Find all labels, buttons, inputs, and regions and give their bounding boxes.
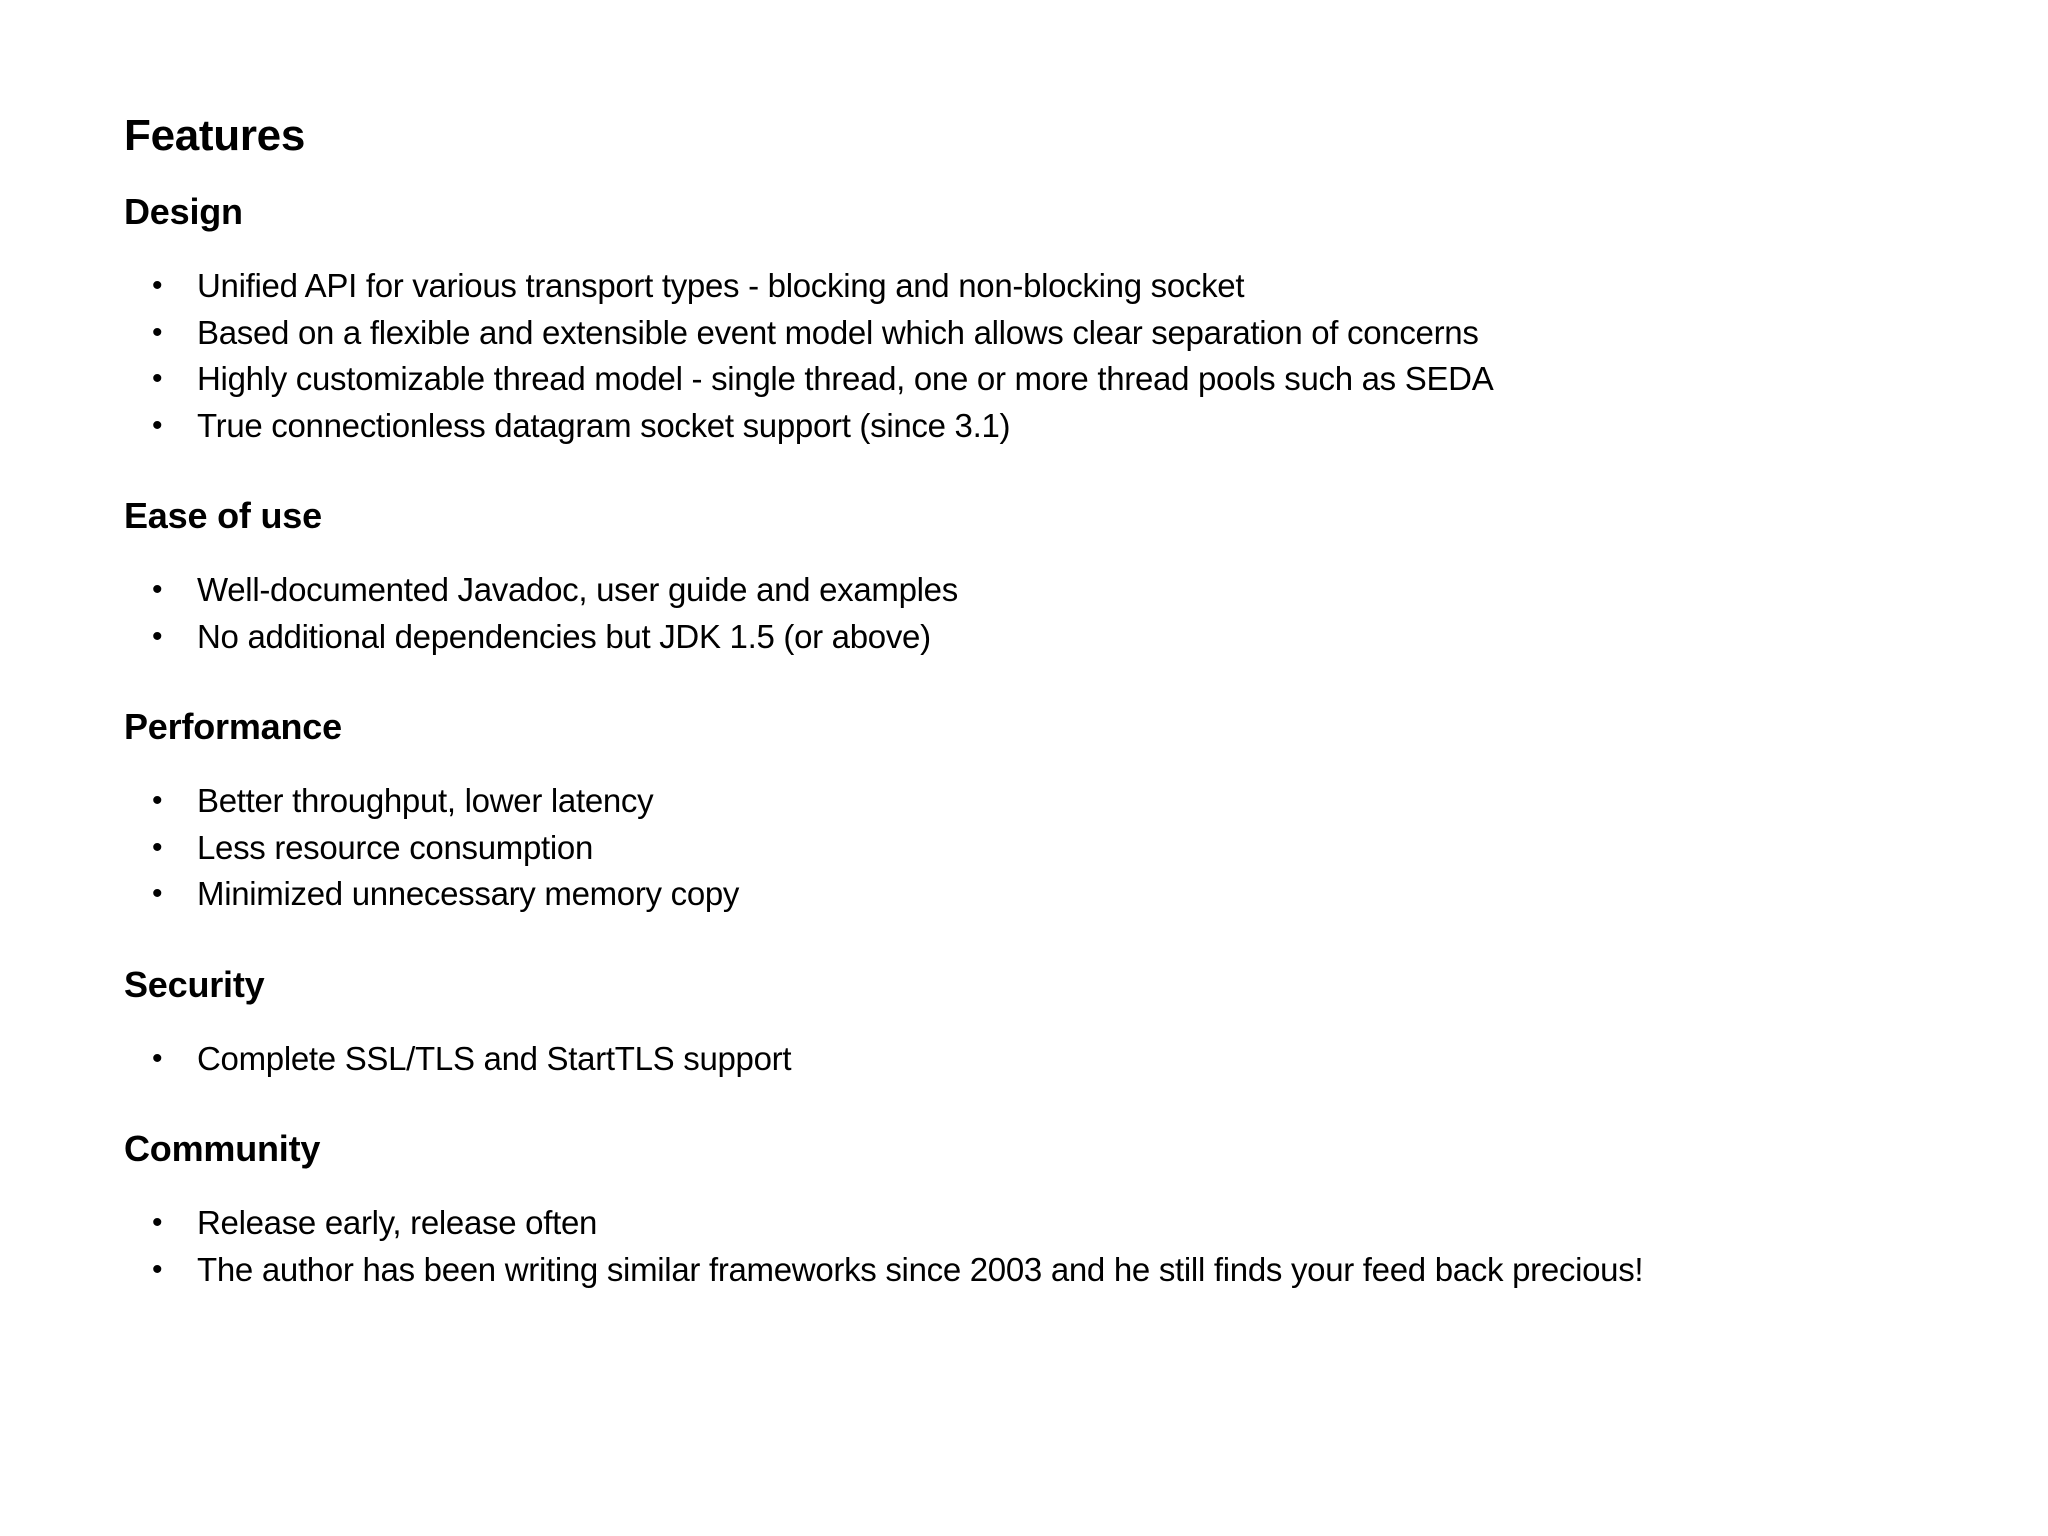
list-item: [124, 1200, 1984, 1247]
section-heading-ease-of-use: Ease of use: [124, 495, 322, 536]
bullet-icon: •: [152, 315, 163, 349]
bullet-icon: •: [152, 573, 163, 606]
section-security: [124, 961, 1984, 1083]
section-heading-design: Design: [124, 191, 243, 232]
bullet-icon: •: [152, 1041, 163, 1075]
list-item: [124, 356, 1984, 403]
section-design: [124, 188, 1984, 449]
list-item: [124, 1247, 1984, 1294]
list-item-text: Highly customizable thread model - single thread, one or more thread pools such as SEDA: [197, 360, 1494, 397]
bullet-icon: •: [152, 1206, 163, 1239]
list-item: [124, 403, 1984, 450]
section-heading-community: Community: [124, 1128, 321, 1169]
bullet-icon: •: [152, 784, 163, 817]
bullet-icon: •: [152, 619, 163, 653]
bullet-icon: •: [152, 408, 163, 442]
performance-list: [124, 778, 1984, 918]
list-item-text: Unified API for various transport types - blocking and non-blocking socket: [197, 267, 1245, 304]
list-item-text: Minimized unnecessary memory copy: [197, 875, 740, 912]
community-list: [124, 1200, 1984, 1293]
list-item-text: Better throughput, lower latency: [197, 782, 654, 819]
section-community: [124, 1125, 1984, 1293]
list-item-text: The author has been writing similar frameworks since 2003 and he still finds your feed back precious!: [197, 1250, 1644, 1288]
bullet-icon: •: [152, 830, 163, 864]
list-item-text: No additional dependencies but JDK 1.5 (or above): [197, 617, 931, 655]
section-heading-security: Security: [124, 963, 265, 1005]
section-heading-performance: Performance: [124, 706, 342, 747]
section-ease-of-use: [124, 492, 1984, 660]
page-title: Features: [124, 111, 306, 160]
list-item: [124, 1036, 1984, 1083]
list-item: [124, 614, 1984, 661]
bullet-icon: •: [152, 362, 163, 395]
list-item-text: Well-documented Javadoc, user guide and examples: [197, 571, 958, 608]
list-item-text: Release early, release often: [197, 1204, 598, 1241]
list-item: [124, 825, 1984, 872]
list-item-text: Based on a flexible and extensible event model which allows clear separation of concerns: [197, 313, 1479, 351]
list-item: [124, 871, 1984, 918]
bullet-icon: •: [152, 877, 163, 910]
section-performance: [124, 703, 1984, 918]
security-list: [124, 1036, 1984, 1083]
list-item-text: True connectionless datagram socket support (since 3.1): [197, 406, 1011, 444]
bullet-icon: •: [152, 1252, 163, 1286]
list-item: [124, 778, 1984, 825]
document-page: [124, 106, 1984, 1293]
list-item: [124, 263, 1984, 310]
list-item-text: Complete SSL/TLS and StartTLS support: [197, 1039, 792, 1077]
design-list: [124, 263, 1984, 449]
list-item: [124, 310, 1984, 357]
ease-of-use-list: [124, 567, 1984, 660]
list-item: [124, 567, 1984, 614]
bullet-icon: •: [152, 269, 163, 302]
list-item-text: Less resource consumption: [197, 828, 594, 866]
